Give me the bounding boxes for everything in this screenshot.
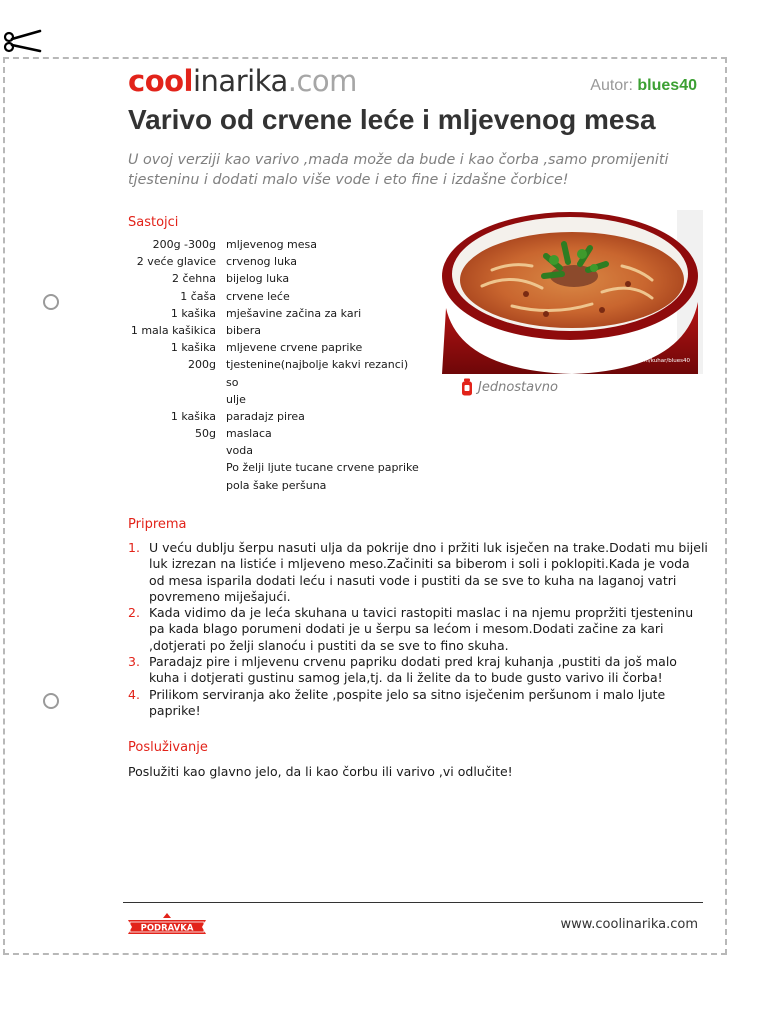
recipe-title: Varivo od crvene leće i mljevenog mesa	[128, 104, 656, 135]
ingredient-name: tjestenine(najbolje kakvi rezanci)	[226, 358, 409, 372]
ingredient-name: bibera	[226, 323, 262, 337]
step-text: U veću dublju šerpu nasuti ulja da pokrije dno i pržiti luk isječen na trake.Dodati mu bijeli luk izrezan na listiće i mljeveno meso.Začiniti sa biberom i soli i poklopiti.Kada je voda od mesa isparila dodati leću i nasuti vode i pustiti da se sve to kuha na laganoj vatri povremeno miješajući.	[149, 540, 708, 604]
preparation-steps	[128, 540, 708, 719]
step-number: 3.	[128, 654, 140, 670]
step-number: 2.	[128, 605, 140, 621]
punch-hole	[43, 294, 59, 310]
recipe-card-border	[3, 57, 727, 955]
ingredient-quantity	[128, 442, 226, 459]
preparation-step	[128, 654, 708, 687]
ingredient-quantity: 200g -300g	[152, 238, 216, 251]
ingredient-quantity: 1 kašika	[170, 409, 216, 423]
ingredient-name: crvene leće	[226, 289, 290, 303]
ingredient-row	[128, 253, 419, 270]
ingredient-quantity	[128, 391, 226, 408]
ingredient-quantity: 200g	[188, 358, 216, 372]
preparation-step	[128, 540, 708, 605]
step-text: Kada vidimo da je leća skuhana u tavici rastopiti maslac i na njemu propržiti tjesteninu pa kada blago porumeni dodati je u šerpu sa lećom i mesom.Dodati začine za kari ,dotjerati po želji slanoću i pustiti da se sve to fino skuha.	[149, 605, 694, 653]
ingredient-name: voda	[226, 444, 253, 458]
ingredient-quantity: 1 čaša	[180, 289, 216, 303]
ingredient-quantity	[128, 374, 226, 391]
preparation-step	[128, 605, 708, 654]
ingredient-quantity: 1 kašika	[170, 306, 216, 320]
ingredient-quantity	[128, 477, 226, 494]
ingredient-row	[128, 408, 419, 425]
ingredient-row	[128, 459, 419, 476]
coolinarika-logo: coolinarika.com	[128, 64, 357, 98]
svg-text:PODRAVKA: PODRAVKA	[140, 923, 194, 934]
ingredient-name: mješavine začina za kari	[226, 306, 362, 320]
ingredient-row	[128, 374, 419, 391]
ingredient-quantity: 1 mala kašikica	[130, 323, 216, 337]
preparation-heading: Priprema	[128, 517, 187, 532]
ingredient-row	[128, 339, 419, 356]
photo-watermark: coolinarika.com/kuhar/blues40	[605, 358, 690, 364]
ingredient-row	[128, 270, 419, 287]
ingredient-name: paradajz pirea	[226, 409, 305, 423]
serving-text: Poslužiti kao glavno jelo, da li kao čorbu ili varivo ,vi odlučite!	[128, 764, 513, 779]
ingredient-row	[128, 391, 419, 408]
scissors-icon	[2, 26, 42, 56]
difficulty-label: Jednostavno	[478, 379, 558, 395]
ingredient-quantity: 50g	[195, 427, 216, 441]
ingredient-name: crvenog luka	[226, 255, 297, 269]
recipe-intro: U ovoj verziji kao varivo ,mada može da bude i kao čorba ,samo promijeniti tjesteninu i dodati malo više vode i eto fine i izdašne čorbice!	[128, 152, 669, 188]
ingredient-name: mljevenog mesa	[226, 238, 318, 251]
difficulty-indicator	[461, 377, 558, 397]
ingredient-quantity: 2 čehna	[172, 272, 216, 286]
ingredient-row	[128, 305, 419, 322]
author-line	[590, 77, 697, 95]
ingredient-name: bijelog luka	[226, 272, 290, 286]
ingredient-name: mljevene crvene paprike	[226, 341, 363, 355]
ingredient-row	[128, 356, 419, 373]
ingredient-quantity: 2 veće glavice	[136, 255, 216, 269]
author-name[interactable]: blues40	[637, 77, 697, 94]
step-number: 1.	[128, 540, 140, 555]
ingredient-name: pola šake peršuna	[226, 478, 327, 492]
ingredient-name: ulje	[226, 392, 246, 406]
ingredient-row	[128, 425, 419, 442]
ingredient-quantity: 1 kašika	[170, 341, 216, 355]
ingredient-quantity	[128, 459, 226, 476]
step-text: Paradajz pire i mljevenu crvenu papriku dodati pred kraj kuhanja ,pustiti da još malo kuha i dotjerati gustinu samog jela,tj. da li želite da to bude gusto varivo ili čorba!	[149, 654, 677, 686]
serving-heading: Posluživanje	[128, 740, 208, 755]
ingredient-row	[128, 236, 419, 253]
ingredient-row	[128, 288, 419, 305]
ingredient-name: Po želji ljute tucane crvene paprike	[226, 461, 419, 475]
ingredient-row	[128, 322, 419, 339]
punch-hole	[43, 693, 59, 709]
footer-divider	[123, 902, 703, 903]
author-label: Autor:	[590, 77, 633, 94]
ingredients-heading: Sastojci	[128, 215, 179, 230]
ingredient-name: so	[226, 375, 239, 389]
ingredient-row	[128, 442, 419, 459]
recipe-photo	[442, 210, 703, 374]
preparation-step	[128, 687, 708, 720]
step-text: Prilikom serviranja ako želite ,pospite jelo sa sitno isječenim peršunom i malo ljute paprike!	[149, 686, 666, 718]
podravka-logo[interactable]	[126, 912, 208, 942]
step-number: 4.	[128, 686, 140, 702]
ingredients-table	[128, 236, 419, 494]
ingredient-name: maslaca	[226, 427, 272, 441]
ingredient-row	[128, 477, 419, 494]
footer-url[interactable]: www.coolinarika.com	[560, 917, 698, 932]
chef-jar-icon	[461, 378, 473, 396]
